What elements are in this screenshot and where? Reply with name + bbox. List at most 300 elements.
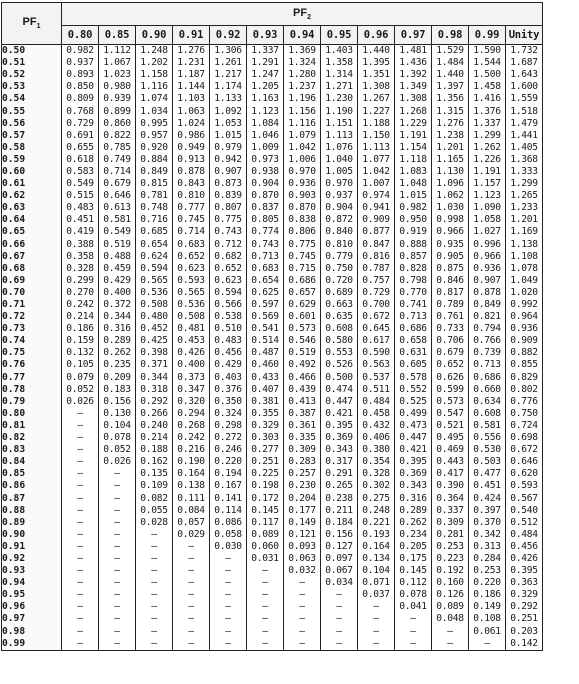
multiplier-cell: 0.344 [99,311,136,323]
multiplier-cell: 0.067 [321,565,358,577]
multiplier-cell: 0.569 [247,311,284,323]
multiplier-cell: – [62,553,99,565]
pf1-header [2,3,62,45]
multiplier-cell: – [136,589,173,601]
multiplier-cell: 1.103 [173,93,210,105]
multiplier-cell: 1.150 [358,130,395,142]
multiplier-cell: 0.511 [358,384,395,396]
multiplier-cell: 1.058 [469,214,506,226]
multiplier-cell: 0.613 [99,202,136,214]
multiplier-cell: 0.970 [321,178,358,190]
multiplier-cell: 0.400 [173,359,210,371]
multiplier-cell: – [247,613,284,625]
pf1-value-cell: 0.91 [2,541,62,553]
table-row [2,118,543,130]
multiplier-cell: 0.519 [99,239,136,251]
multiplier-cell: – [247,626,284,638]
multiplier-cell: – [62,565,99,577]
multiplier-cell: – [62,505,99,517]
table-row [2,359,543,371]
multiplier-cell: 1.306 [210,45,247,58]
multiplier-cell: 0.361 [284,420,321,432]
multiplier-cell: 1.518 [506,105,543,117]
multiplier-cell: 0.810 [173,190,210,202]
multiplier-cell: 1.116 [136,81,173,93]
multiplier-cell: – [62,601,99,613]
multiplier-cell: 0.350 [210,396,247,408]
multiplier-cell: 1.079 [284,130,321,142]
multiplier-cell: – [358,626,395,638]
multiplier-cell: 1.368 [506,154,543,166]
multiplier-cell: 0.329 [247,420,284,432]
multiplier-cell: 1.113 [321,130,358,142]
multiplier-cell: 0.299 [62,275,99,287]
multiplier-cell: – [99,541,136,553]
pf1-value-cell: 0.84 [2,456,62,468]
pf2-column-header: 0.94 [284,26,321,45]
multiplier-cell: 1.076 [321,142,358,154]
table-row [2,251,543,263]
multiplier-cell: – [210,565,247,577]
multiplier-cell: 0.750 [321,263,358,275]
multiplier-cell: 0.775 [210,214,247,226]
multiplier-cell: 0.466 [284,372,321,384]
multiplier-cell: 0.583 [62,166,99,178]
multiplier-cell: 0.343 [395,480,432,492]
table-row [2,178,543,190]
multiplier-cell: 0.904 [321,202,358,214]
pf1-value-cell: 0.99 [2,638,62,651]
multiplier-cell: 0.253 [432,541,469,553]
multiplier-cell: 0.316 [395,492,432,504]
multiplier-cell: 0.407 [247,384,284,396]
multiplier-cell: 0.205 [395,541,432,553]
multiplier-cell: 1.158 [136,69,173,81]
multiplier-cell: – [62,492,99,504]
multiplier-cell: 0.850 [62,81,99,93]
multiplier-cell: 0.079 [62,372,99,384]
multiplier-cell: – [247,589,284,601]
multiplier-cell: 0.500 [321,372,358,384]
multiplier-cell: 0.581 [469,420,506,432]
multiplier-cell: 0.942 [210,154,247,166]
multiplier-cell: 0.127 [321,541,358,553]
multiplier-cell: 0.248 [358,505,395,517]
pf1-value-cell: 0.62 [2,190,62,202]
multiplier-cell: 0.134 [358,553,395,565]
multiplier-cell: – [358,601,395,613]
multiplier-cell: 0.211 [321,505,358,517]
multiplier-cell: 0.121 [284,529,321,541]
multiplier-cell: 0.939 [99,93,136,105]
multiplier-cell: – [62,517,99,529]
multiplier-cell: – [99,517,136,529]
multiplier-cell: 0.104 [99,420,136,432]
multiplier-cell: 0.787 [358,263,395,275]
multiplier-cell: 0.214 [136,432,173,444]
multiplier-cell: 1.349 [395,81,432,93]
multiplier-cell: 1.403 [321,45,358,58]
multiplier-cell: 0.048 [432,613,469,625]
table-row [2,468,543,480]
multiplier-cell: 0.510 [210,323,247,335]
pf1-value-cell: 0.64 [2,214,62,226]
multiplier-cell: – [432,638,469,651]
multiplier-cell: 0.172 [247,492,284,504]
multiplier-cell: 1.308 [358,81,395,93]
table-row [2,432,543,444]
multiplier-cell: – [284,589,321,601]
multiplier-cell: 0.364 [432,492,469,504]
multiplier-cell: – [210,589,247,601]
multiplier-cell: 0.815 [136,178,173,190]
multiplier-cell: 0.802 [506,384,543,396]
multiplier-cell: 0.794 [469,323,506,335]
multiplier-cell: 0.715 [284,263,321,275]
pf1-header-label: PF [22,16,37,29]
multiplier-cell: 0.041 [395,601,432,613]
multiplier-cell: 0.712 [210,239,247,251]
multiplier-cell: 1.440 [358,45,395,58]
multiplier-cell: 0.860 [99,118,136,130]
multiplier-cell: 1.590 [469,45,506,58]
multiplier-cell: 0.777 [173,202,210,214]
multiplier-cell: 1.230 [321,93,358,105]
multiplier-cell: – [284,577,321,589]
table-body [2,45,543,651]
multiplier-cell: 0.525 [395,396,432,408]
multiplier-cell: 0.907 [469,275,506,287]
multiplier-cell: 0.320 [173,396,210,408]
multiplier-cell: 0.316 [99,323,136,335]
multiplier-cell: 0.376 [210,384,247,396]
multiplier-cell: 0.429 [99,275,136,287]
multiplier-cell: 0.652 [173,251,210,263]
multiplier-cell: 0.768 [62,105,99,117]
multiplier-cell: 1.544 [469,57,506,69]
multiplier-cell: 1.009 [247,142,284,154]
multiplier-cell: 1.416 [469,93,506,105]
multiplier-cell: 1.024 [173,118,210,130]
multiplier-cell: 1.174 [210,81,247,93]
multiplier-cell: 1.356 [432,93,469,105]
multiplier-cell: 1.084 [247,118,284,130]
multiplier-cell: 0.536 [136,287,173,299]
multiplier-cell: 0.453 [173,335,210,347]
multiplier-cell: 0.526 [321,359,358,371]
multiplier-cell: 0.216 [173,444,210,456]
multiplier-cell: 1.123 [469,190,506,202]
multiplier-cell: 0.395 [395,456,432,468]
multiplier-cell: 0.460 [247,359,284,371]
multiplier-cell: 0.262 [99,347,136,359]
multiplier-cell: 1.020 [506,287,543,299]
multiplier-cell: 0.663 [321,299,358,311]
pf1-value-cell: 0.81 [2,420,62,432]
table-row [2,226,543,238]
multiplier-cell: 0.030 [210,541,247,553]
multiplier-cell: 0.477 [469,468,506,480]
pf1-value-cell: 0.55 [2,105,62,117]
multiplier-cell: 0.757 [358,275,395,287]
multiplier-cell: 0.878 [173,166,210,178]
multiplier-cell: 0.909 [358,214,395,226]
multiplier-cell: 0.369 [321,432,358,444]
multiplier-cell: – [173,565,210,577]
multiplier-cell: 0.109 [136,480,173,492]
multiplier-cell: 0.519 [284,347,321,359]
pf1-value-cell: 0.63 [2,202,62,214]
pf1-value-cell: 0.59 [2,154,62,166]
pf2-column-header: 0.90 [136,26,173,45]
multiplier-cell: 0.594 [136,263,173,275]
multiplier-cell: 1.062 [432,190,469,202]
multiplier-cell: 0.936 [469,263,506,275]
multiplier-cell: 0.343 [321,444,358,456]
multiplier-cell: 1.118 [395,154,432,166]
multiplier-cell: 0.655 [62,142,99,154]
multiplier-cell: 1.227 [358,105,395,117]
pf1-value-cell: 0.93 [2,565,62,577]
multiplier-cell: 0.167 [210,480,247,492]
multiplier-cell: 1.049 [506,275,543,287]
pf1-value-cell: 0.78 [2,384,62,396]
multiplier-cell: 0.629 [284,299,321,311]
multiplier-cell: – [284,613,321,625]
pf1-value-cell: 0.58 [2,142,62,154]
multiplier-cell: 0.225 [247,468,284,480]
multiplier-cell: 0.807 [210,202,247,214]
multiplier-cell: 0.683 [173,239,210,251]
multiplier-cell: – [136,613,173,625]
pf1-value-cell: 0.88 [2,505,62,517]
multiplier-cell: 0.499 [395,408,432,420]
multiplier-cell: 1.324 [284,57,321,69]
table-row [2,263,543,275]
multiplier-cell: – [136,638,173,651]
multiplier-cell: 0.964 [506,311,543,323]
table-row [2,444,543,456]
multiplier-cell: 0.691 [62,130,99,142]
multiplier-cell: 0.837 [247,202,284,214]
multiplier-cell: 0.565 [136,275,173,287]
table-row [2,505,543,517]
multiplier-cell: 1.083 [395,166,432,178]
pf1-value-cell: 0.75 [2,347,62,359]
multiplier-cell: 0.451 [469,480,506,492]
multiplier-cell: 0.388 [62,239,99,251]
multiplier-cell: – [99,565,136,577]
multiplier-cell: 0.112 [395,577,432,589]
multiplier-cell: 0.032 [284,565,321,577]
multiplier-cell: 1.358 [321,57,358,69]
multiplier-cell: – [62,589,99,601]
table-row [2,347,543,359]
multiplier-cell: 1.337 [469,118,506,130]
multiplier-cell: 0.514 [247,335,284,347]
multiplier-cell: 0.481 [173,323,210,335]
multiplier-cell: 0.996 [469,239,506,251]
multiplier-cell: 1.217 [210,69,247,81]
multiplier-cell: 0.257 [284,468,321,480]
multiplier-cell: 0.221 [358,517,395,529]
multiplier-cell: 0.546 [284,335,321,347]
multiplier-cell: 1.090 [469,202,506,214]
multiplier-cell: 1.643 [506,69,543,81]
multiplier-cell: 0.473 [395,420,432,432]
multiplier-cell: 0.413 [284,396,321,408]
multiplier-cell: 0.149 [284,517,321,529]
multiplier-cell: 0.998 [432,214,469,226]
table-row [2,190,543,202]
multiplier-cell: 0.829 [506,372,543,384]
multiplier-cell: – [247,565,284,577]
pf1-value-cell: 0.87 [2,492,62,504]
multiplier-cell: 1.436 [395,57,432,69]
multiplier-cell: 0.904 [247,178,284,190]
multiplier-cell: 0.234 [395,529,432,541]
multiplier-cell: 1.395 [358,57,395,69]
multiplier-cell: 1.092 [210,105,247,117]
multiplier-cell: 0.057 [173,517,210,529]
multiplier-cell: – [99,626,136,638]
multiplier-cell: 0.242 [62,299,99,311]
multiplier-cell: 0.292 [136,396,173,408]
pf1-value-cell: 0.57 [2,130,62,142]
multiplier-cell: 0.601 [284,311,321,323]
multiplier-cell: 0.324 [210,408,247,420]
multiplier-cell: 0.160 [432,577,469,589]
table-row [2,130,543,142]
multiplier-cell: 0.397 [469,505,506,517]
multiplier-cell: 1.042 [358,166,395,178]
multiplier-cell: – [284,626,321,638]
multiplier-cell: 0.766 [469,335,506,347]
multiplier-cell: 0.625 [247,287,284,299]
multiplier-cell: – [62,613,99,625]
multiplier-cell: 1.481 [395,45,432,58]
multiplier-cell: 0.716 [136,214,173,226]
multiplier-cell: 0.186 [469,589,506,601]
multiplier-cell: 0.474 [321,384,358,396]
multiplier-cell: – [136,565,173,577]
multiplier-cell: 0.317 [321,456,358,468]
multiplier-cell: 0.105 [62,359,99,371]
table-row [2,408,543,420]
multiplier-cell: 0.537 [358,372,395,384]
pf2-header-sub: 2 [307,14,311,22]
multiplier-cell: 0.566 [210,299,247,311]
table-row [2,323,543,335]
multiplier-cell: 1.015 [395,190,432,202]
multiplier-cell: 0.594 [210,287,247,299]
pf1-value-cell: 0.83 [2,444,62,456]
multiplier-cell: 1.191 [395,130,432,142]
multiplier-cell: 0.580 [321,335,358,347]
pf2-column-header: 0.96 [358,26,395,45]
multiplier-cell: – [173,577,210,589]
multiplier-cell: 0.679 [99,178,136,190]
multiplier-cell: 0.138 [173,480,210,492]
multiplier-cell: 1.233 [506,202,543,214]
multiplier-cell: 0.026 [62,396,99,408]
multiplier-cell: 1.042 [284,142,321,154]
multiplier-cell: 0.063 [284,553,321,565]
multiplier-cell: 0.873 [210,178,247,190]
pf1-value-cell: 0.79 [2,396,62,408]
multiplier-cell: 0.581 [99,214,136,226]
multiplier-cell: 0.335 [284,432,321,444]
multiplier-cell: 0.521 [432,420,469,432]
multiplier-cell: 1.191 [469,166,506,178]
multiplier-cell: 1.006 [284,154,321,166]
multiplier-cell: – [321,589,358,601]
multiplier-cell: 1.315 [432,105,469,117]
pf1-value-cell: 0.51 [2,57,62,69]
multiplier-cell: 0.114 [210,505,247,517]
multiplier-cell: 0.426 [173,347,210,359]
table-row [2,287,543,299]
pf1-value-cell: 0.56 [2,118,62,130]
multiplier-cell: 0.303 [247,432,284,444]
multiplier-cell: 1.308 [395,93,432,105]
table-row [2,69,543,81]
multiplier-cell: 0.623 [173,263,210,275]
multiplier-cell: – [210,553,247,565]
multiplier-cell: 1.280 [284,69,321,81]
multiplier-cell: 0.268 [173,420,210,432]
pf1-value-cell: 0.90 [2,529,62,541]
multiplier-cell: 0.188 [136,444,173,456]
multiplier-cell: 0.980 [99,81,136,93]
multiplier-cell: 0.714 [99,166,136,178]
multiplier-cell: – [247,601,284,613]
multiplier-cell: 0.329 [506,589,543,601]
multiplier-cell: 0.658 [395,335,432,347]
multiplier-cell: 0.605 [395,359,432,371]
multiplier-cell: 0.770 [395,287,432,299]
multiplier-cell: 1.201 [432,142,469,154]
multiplier-cell: 0.919 [395,226,432,238]
multiplier-cell: 0.390 [432,480,469,492]
multiplier-cell: 0.870 [247,190,284,202]
multiplier-cell: 0.618 [62,154,99,166]
table-row [2,565,543,577]
multiplier-cell: 0.373 [173,372,210,384]
multiplier-cell: 0.495 [432,432,469,444]
multiplier-cell: 0.565 [173,287,210,299]
pf1-value-cell: 0.60 [2,166,62,178]
multiplier-cell: 0.251 [506,613,543,625]
multiplier-cell: 0.230 [284,480,321,492]
multiplier-cell: 0.071 [358,577,395,589]
multiplier-cell: 0.573 [284,323,321,335]
multiplier-cell: 0.785 [99,142,136,154]
multiplier-cell: 0.028 [136,517,173,529]
multiplier-cell: 1.048 [395,178,432,190]
pf1-value-cell: 0.50 [2,45,62,58]
multiplier-cell: 0.855 [506,359,543,371]
multiplier-cell: 0.417 [432,468,469,480]
multiplier-cell: 1.248 [136,45,173,58]
multiplier-cell: – [136,601,173,613]
multiplier-cell: 0.903 [284,190,321,202]
pf1-value-cell: 0.53 [2,81,62,93]
multiplier-cell: 0.283 [284,456,321,468]
multiplier-cell: 0.774 [247,226,284,238]
multiplier-cell: 0.938 [247,166,284,178]
multiplier-cell: – [99,589,136,601]
